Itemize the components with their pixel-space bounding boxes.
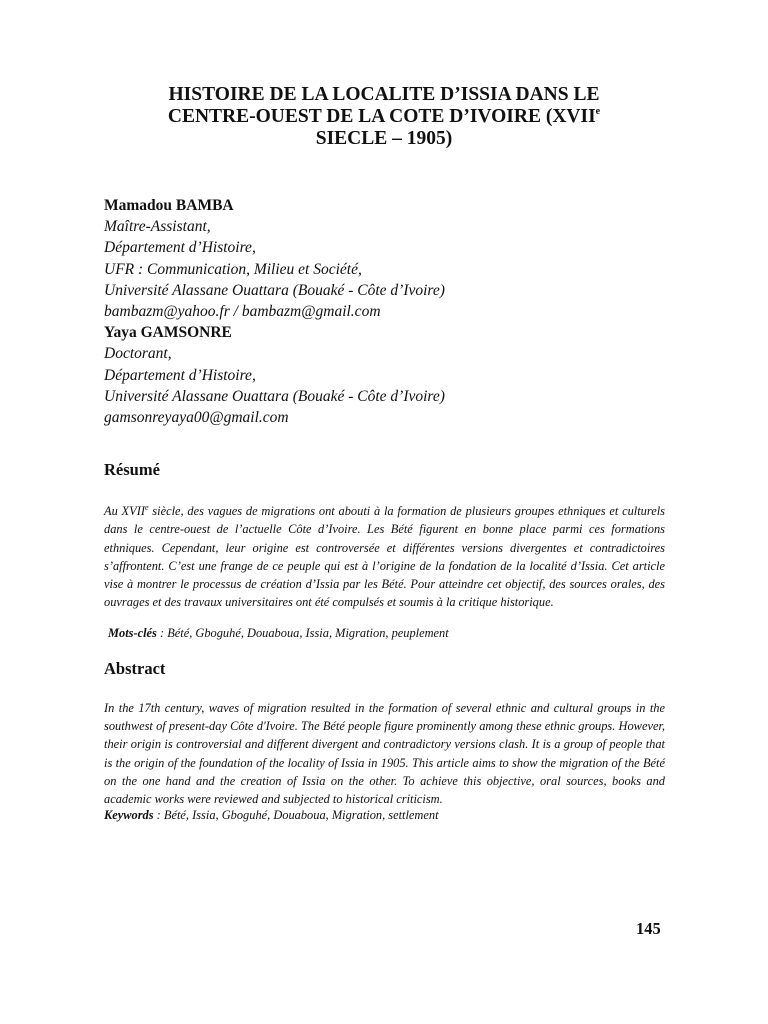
keywords-line <box>104 806 665 824</box>
author-name: Mamadou BAMBA <box>104 197 234 214</box>
author-department: Département d’Histoire, <box>104 239 256 257</box>
mots-cles-line <box>108 624 669 642</box>
abstract-paragraph: In the 17th century, waves of migration resulted in the formation of several ethnic and cultural groups in the southwest of present-day Côte d'Ivoire. The Bété people figure prominently among these ethnic groups. However, their origin is controversial and different divergent and contradictory versions clash. It is a group of people that is the origin of the foundation of the locality of Issia in 1905. This article aims to show the migration of the Bété on the one hand and the creation of Issia on the other. To achieve this objective, oral sources, books and academic works were reviewed and subjected to historical criticism. <box>104 701 665 807</box>
title-line-1: HISTOIRE DE LA LOCALITE D’ISSIA DANS LE <box>168 84 600 105</box>
title-line-2: CENTRE-OUEST DE LA COTE D’IVOIRE (XVII <box>167 106 596 127</box>
author-ufr: UFR : Communication, Milieu et Société, <box>104 260 362 278</box>
paper-title <box>104 84 664 150</box>
author-position: Maître-Assistant, <box>104 218 211 236</box>
resume-text-start: Au XVII <box>104 504 145 519</box>
author-name: Yaya GAMSONRE <box>104 324 232 342</box>
author-position: Doctorant, <box>104 345 172 363</box>
title-superscript: e <box>595 106 601 117</box>
resume-text-rest: siècle, des vagues de migrations ont abouti à la formation de plusieurs groupes ethniques et culturels dans le centre-ouest de l’actuelle Côte d’Ivoire. Les Bété figurent en bonne place parmi ces formations ethniques. Cependant, leur origine est controversée et différentes versions divergentes et contradictoires s’affrontent. C’est une frange de ce peuple qui est à l’origine de la fondation de la localité d’Issia. Cet article vise à montrer le processus de création d’Issia par les Bété. Pour atteindre cet objectif, des sources orales, des ouvrages et des travaux universitaires ont été compulsés et soumis à la critique historique. <box>104 504 665 610</box>
author-department: Département d’Histoire, <box>104 366 256 384</box>
author-1 <box>104 195 684 322</box>
keywords-values: : Bété, Issia, Gboguhé, Douaboua, Migration, settlement <box>153 808 439 822</box>
resume-superscript: e <box>144 503 149 512</box>
resume-heading: Résumé <box>104 460 160 479</box>
keywords-label: Keywords <box>104 808 154 822</box>
abstract-heading: Abstract <box>104 659 166 678</box>
mots-cles-label: Mots-clés <box>108 626 157 640</box>
authors-block <box>104 195 684 428</box>
author-email: bambazm@yahoo.fr / bambazm@gmail.com <box>104 303 381 321</box>
resume-paragraph <box>104 499 665 611</box>
title-line-3: SIECLE – 1905) <box>315 128 453 149</box>
author-email: gamsonreyaya00@gmail.com <box>104 409 289 427</box>
author-2 <box>104 322 684 428</box>
author-university: Université Alassane Ouattara (Bouaké - Côte d’Ivoire) <box>104 281 445 299</box>
mots-cles-values: : Bété, Gboguhé, Douaboua, Issia, Migration, peuplement <box>156 626 449 640</box>
author-university: Université Alassane Ouattara (Bouaké - Côte d’Ivoire) <box>104 387 445 405</box>
page-number: 145 <box>636 919 661 938</box>
